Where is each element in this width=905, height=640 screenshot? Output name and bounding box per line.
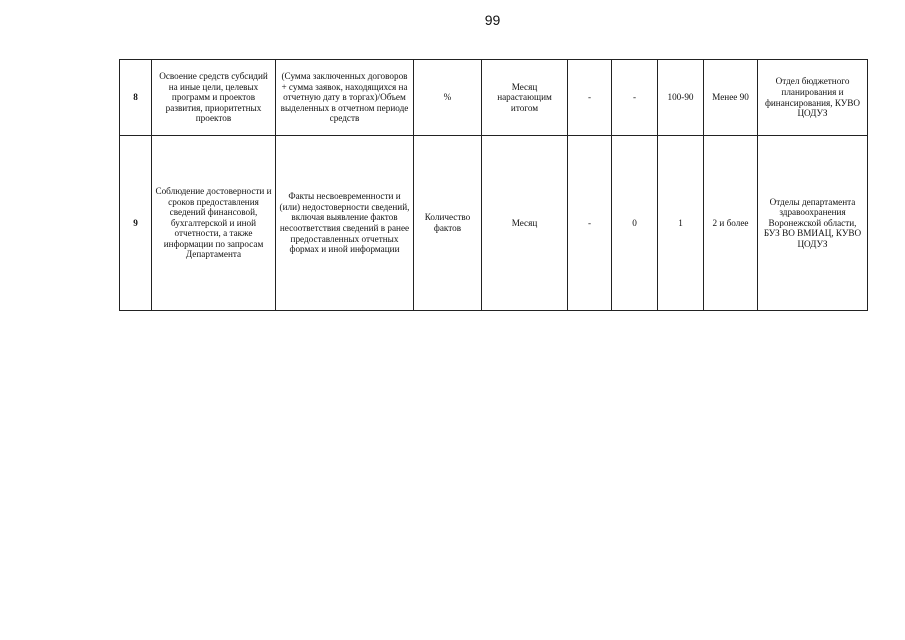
calculation-formula: Факты несвоевременности и (или) недостоверности сведений, включая выявление фактов несоответствия сведений в ранее предоставленных отчетных формах и иной информации <box>276 136 414 311</box>
page-number: 99 <box>484 12 501 28</box>
value-col-4: 2 и более <box>704 136 758 311</box>
responsible: Отделы департамента здравоохранения Воронежской области, БУЗ ВО ВМИАЦ, КУВО ЦОДУЗ <box>758 136 868 311</box>
indicator-name: Освоение средств субсидий на иные цели, целевых программ и проектов развития, приоритетных проектов <box>152 60 276 136</box>
value-col-2: - <box>612 60 658 136</box>
calculation-formula: (Сумма заключенных договоров + сумма заявок, находящихся на отчетную дату в торгах)/Объем выделенных в отчетном периоде средств <box>276 60 414 136</box>
unit: % <box>414 60 482 136</box>
period: Месяц нарастающим итогом <box>482 60 568 136</box>
value-col-1: - <box>568 60 612 136</box>
value-col-2: 0 <box>612 136 658 311</box>
value-col-4: Менее 90 <box>704 60 758 136</box>
table-row <box>120 60 868 136</box>
responsible: Отдел бюджетного планирования и финансирования, КУВО ЦОДУЗ <box>758 60 868 136</box>
indicators-table <box>119 59 868 311</box>
value-col-1: - <box>568 136 612 311</box>
unit: Количество фактов <box>414 136 482 311</box>
value-col-3: 1 <box>658 136 704 311</box>
period: Месяц <box>482 136 568 311</box>
value-col-3: 100-90 <box>658 60 704 136</box>
row-number: 9 <box>120 136 152 311</box>
table-row <box>120 136 868 311</box>
indicator-name: Соблюдение достоверности и сроков предоставления сведений финансовой, бухгалтерской и иной отчетности, а также информации по запросам Департамента <box>152 136 276 311</box>
row-number: 8 <box>120 60 152 136</box>
